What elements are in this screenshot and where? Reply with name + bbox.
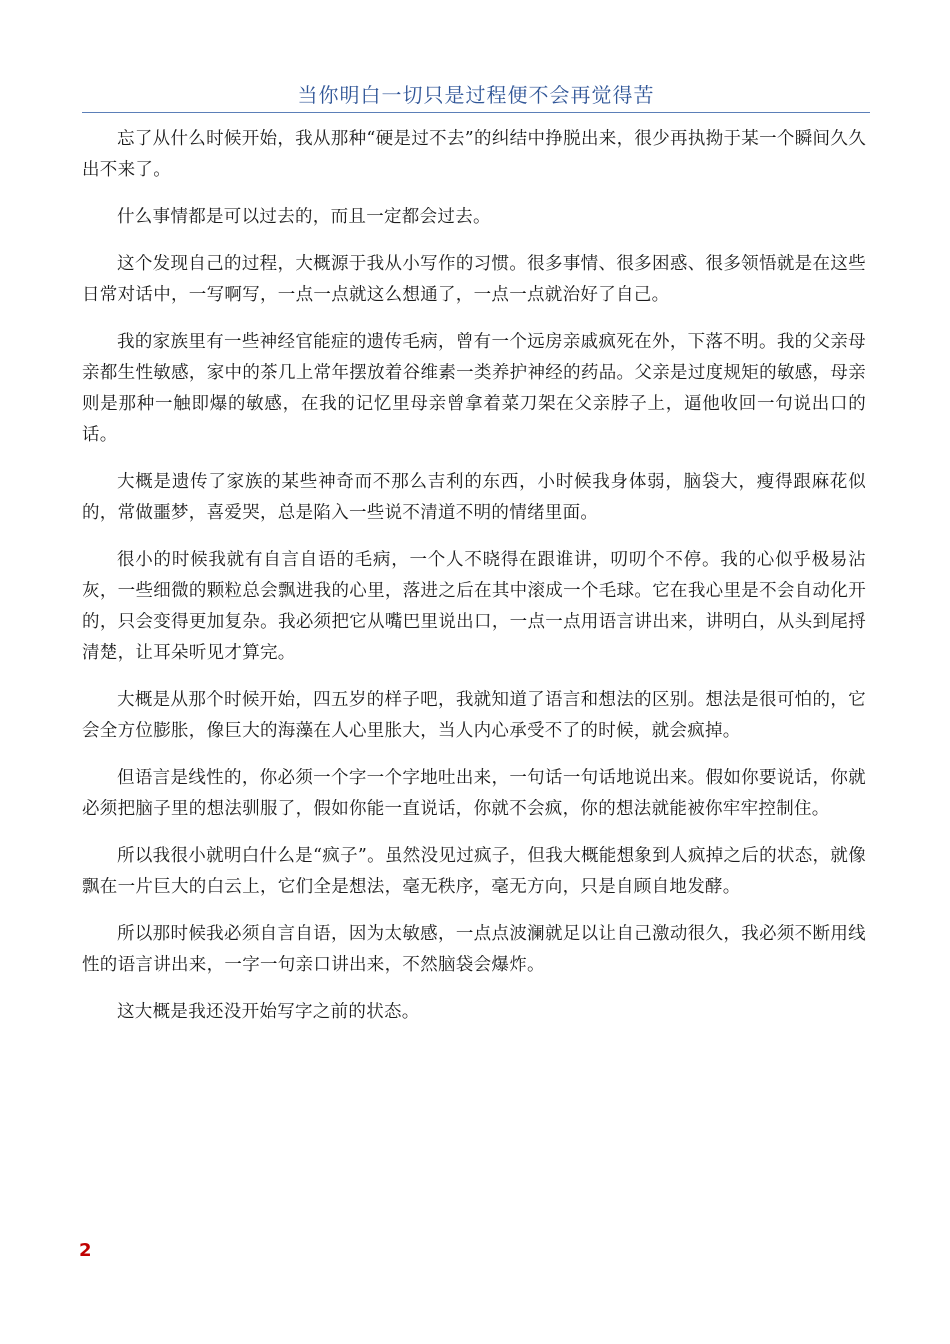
page-number: 2	[79, 1240, 92, 1261]
paragraph-7: 大概是从那个时候开始，四五岁的样子吧，我就知道了语言和想法的区别。想法是很可怕的，它会全方位膨胀，像巨大的海藻在人心里胀大，当人内心承受不了的时候，就会疯掉。	[82, 690, 866, 741]
paragraph-5: 大概是遗传了家族的某些神奇而不那么吉利的东西，小时候我身体弱，脑袋大，瘦得跟麻花似的，常做噩梦，喜爱哭，总是陷入一些说不清道不明的情绪里面。	[82, 472, 866, 523]
running-header	[82, 80, 870, 113]
paragraph-9: 所以我很小就明白什么是“疯子”。虽然没见过疯子，但我大概能想象到人疯掉之后的状态，就像飘在一片巨大的白云上，它们全是想法，毫无秩序，毫无方向，只是自顾自地发酵。	[82, 846, 866, 897]
paragraph-6: 很小的时候我就有自言自语的毛病，一个人不晓得在跟谁讲，叨叨个不停。我的心似乎极易沾灰，一些细微的颗粒总会飘进我的心里，落进之后在其中滚成一个毛球。它在我心里是不会自动化开的，只会变得更加复杂。我必须把它从嘴巴里说出口，一点一点用语言讲出来，讲明白，从头到尾捋清楚，让耳朵听见才算完。	[82, 550, 866, 663]
paragraph-8: 但语言是线性的，你必须一个字一个字地吐出来，一句话一句话地说出来。假如你要说话，你就必须把脑子里的想法驯服了，假如你能一直说话，你就不会疯，你的想法就能被你牢牢控制住。	[82, 768, 866, 819]
paragraph-10: 所以那时候我必须自言自语，因为太敏感，一点点波澜就足以让自己激动很久，我必须不断用线性的语言讲出来，一字一句亲口讲出来，不然脑袋会爆炸。	[82, 924, 866, 975]
paragraph-1: 忘了从什么时候开始，我从那种“硬是过不去”的纠结中挣脱出来，很少再执拗于某一个瞬间久久出不来了。	[82, 129, 866, 180]
paragraph-4: 我的家族里有一些神经官能症的遗传毛病，曾有一个远房亲戚疯死在外，下落不明。我的父亲母亲都生性敏感，家中的茶几上常年摆放着谷维素一类养护神经的药品。父亲是过度规矩的敏感，母亲则是那种一触即爆的敏感，在我的记忆里母亲曾拿着菜刀架在父亲脖子上，逼他收回一句说出口的话。	[82, 332, 866, 445]
paragraph-3: 这个发现自己的过程，大概源于我从小写作的习惯。很多事情、很多困惑、很多领悟就是在这些日常对话中，一写啊写，一点一点就这么想通了，一点一点就治好了自己。	[82, 254, 866, 305]
article-body	[82, 124, 866, 1044]
paragraph-2: 什么事情都是可以过去的，而且一定都会过去。	[117, 207, 491, 227]
paragraph-11: 这大概是我还没开始写字之前的状态。	[117, 1002, 420, 1022]
header-title: 当你明白一切只是过程便不会再觉得苦	[297, 83, 655, 107]
